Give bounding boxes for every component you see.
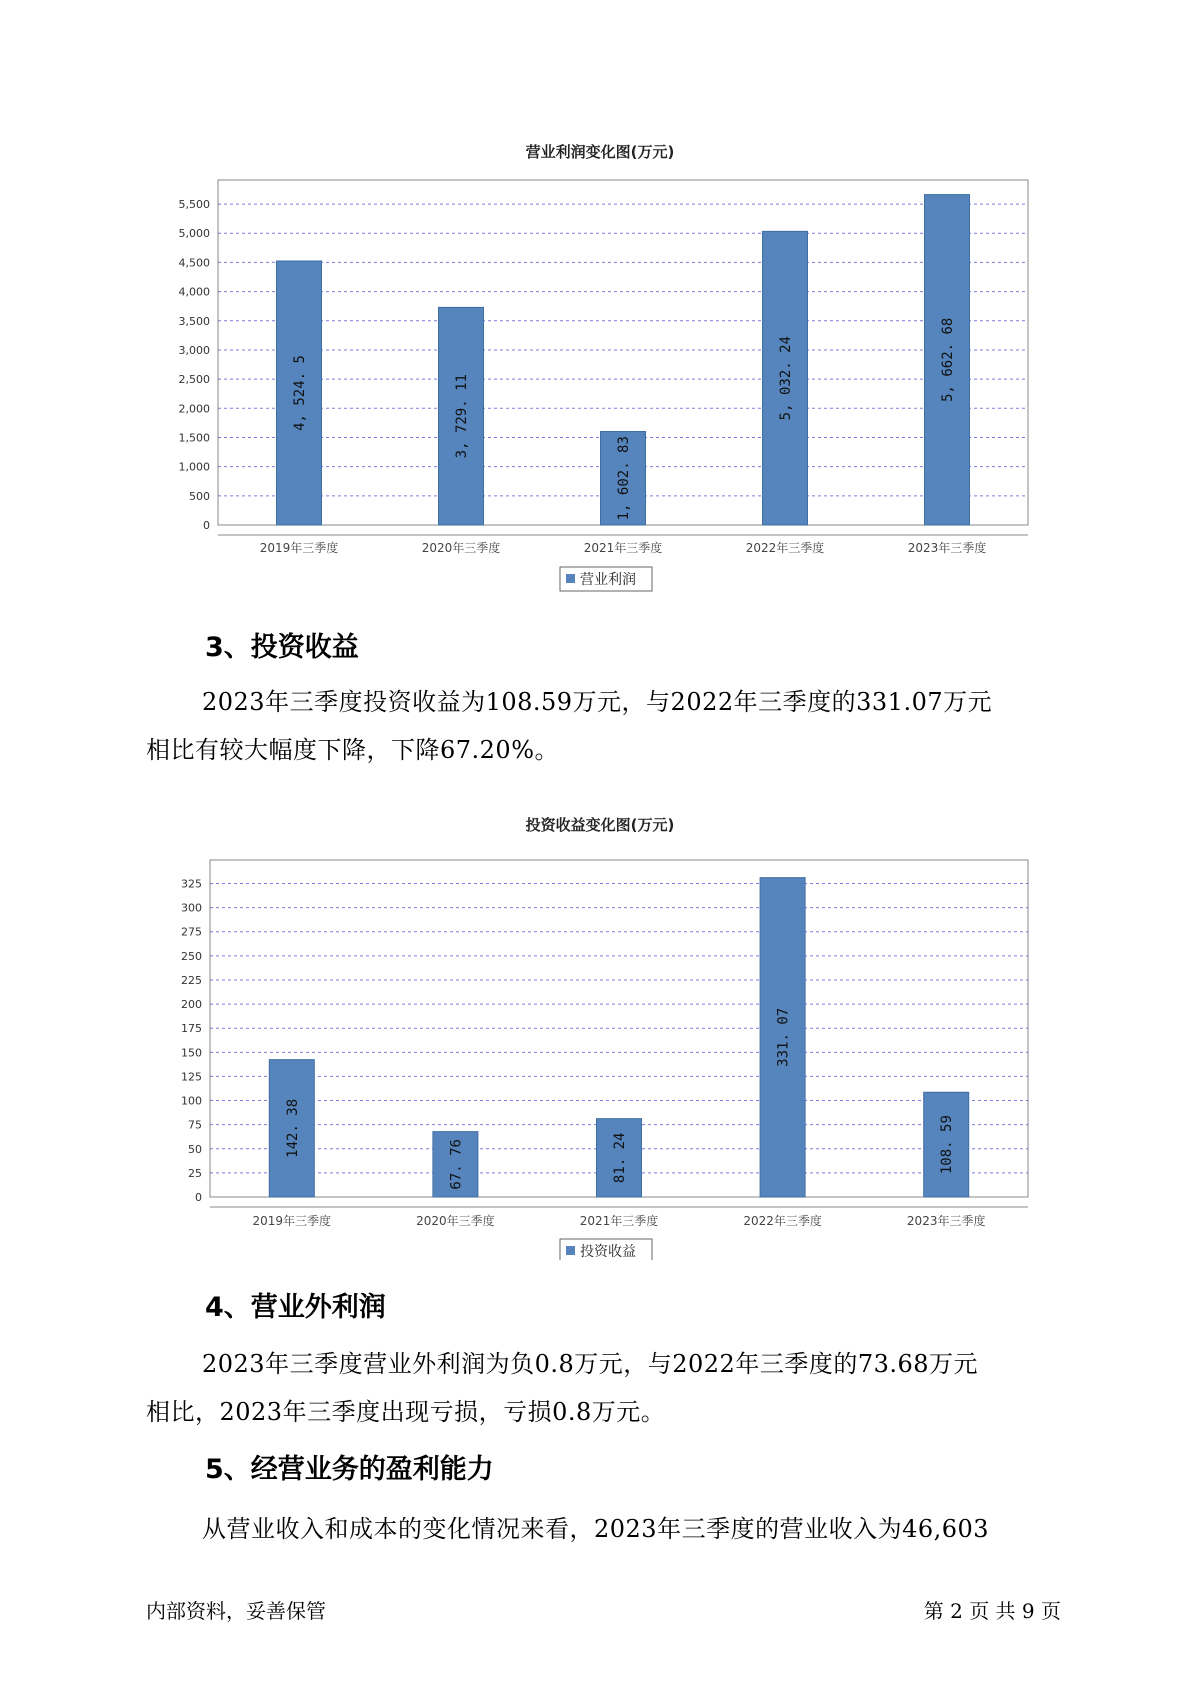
x-category-label: 2023年三季度 (907, 541, 987, 555)
chart-title: 营业利润变化图(万元) (525, 143, 675, 161)
bar-value-label: 331. 07 (775, 1007, 792, 1067)
operating-profit-chart (0, 0, 1191, 600)
bar-value-label: 67. 76 (448, 1139, 465, 1190)
y-tick-label: 325 (181, 877, 202, 891)
y-tick-label: 0 (203, 519, 210, 532)
chart-legend (560, 1239, 652, 1260)
y-tick-label: 25 (188, 1166, 202, 1180)
bar-value-label: 4, 524. 5 (292, 355, 308, 431)
y-tick-label: 4,000 (178, 285, 210, 299)
section-5-line-1: 从营业收入和成本的变化情况来看，2023年三季度的营业收入为46,603 (202, 1515, 990, 1543)
y-tick-label: 200 (181, 998, 202, 1012)
y-tick-label: 100 (181, 1094, 202, 1108)
x-category-label: 2022年三季度 (745, 541, 825, 555)
section-4-line-1: 2023年三季度营业外利润为负0.8万元，与2022年三季度的73.68万元 (202, 1350, 979, 1378)
section-3-line-1: 2023年三季度投资收益为108.59万元，与2022年三季度的331.07万元 (202, 688, 993, 716)
y-tick-label: 175 (181, 1022, 202, 1036)
section-4-line-2: 相比，2023年三季度出现亏损，亏损0.8万元。 (146, 1398, 666, 1426)
y-tick-label: 250 (181, 949, 202, 963)
x-category-label: 2019年三季度 (259, 541, 339, 555)
bar-value-label: 81. 24 (612, 1132, 628, 1184)
section-4-heading: 4、营业外利润 (205, 1292, 386, 1323)
y-tick-label: 50 (188, 1142, 202, 1156)
legend-swatch (566, 574, 575, 583)
x-category-label: 2022年三季度 (743, 1214, 822, 1228)
legend-swatch (566, 1246, 575, 1255)
x-category-label: 2021年三季度 (579, 1214, 659, 1228)
footer-confidential-note: 内部资料，妥善保管 (146, 1599, 326, 1623)
y-tick-label: 275 (181, 925, 202, 939)
y-tick-label: 2,000 (178, 402, 210, 416)
y-tick-label: 150 (181, 1046, 202, 1060)
chart-title: 投资收益变化图(万元) (525, 816, 675, 834)
chart-legend (560, 567, 652, 591)
operating-profit-chart-svg (0, 0, 1191, 600)
section-5-heading: 5、经营业务的盈利能力 (205, 1454, 494, 1485)
y-tick-label: 75 (188, 1118, 202, 1132)
y-tick-label: 125 (181, 1070, 202, 1084)
footer-page-number: 第 2 页 共 9 页 (923, 1599, 1061, 1623)
y-tick-label: 5,000 (178, 227, 210, 241)
bar-value-label: 1, 602. 83 (616, 436, 632, 521)
x-category-label: 2023年三季度 (906, 1214, 986, 1228)
y-tick-label: 500 (189, 489, 210, 503)
y-tick-label: 1,000 (178, 460, 210, 474)
bar-value-label: 3, 729. 11 (454, 374, 470, 459)
investment-income-chart (0, 800, 1191, 1260)
y-tick-label: 300 (181, 901, 202, 915)
section-5-paragraph (146, 1505, 1086, 1553)
bar-value-label: 142. 38 (284, 1098, 301, 1158)
y-tick-label: 1,500 (178, 431, 210, 445)
legend-label: 投资收益 (580, 1244, 636, 1260)
legend-label: 营业利润 (580, 572, 636, 588)
bar-value-label: 5, 032. 24 (778, 336, 794, 421)
y-tick-label: 3,500 (178, 314, 210, 328)
y-tick-label: 3,000 (178, 343, 210, 357)
section-3-paragraph (146, 678, 1086, 774)
bar-value-label: 108. 59 (939, 1115, 956, 1175)
section-3-heading: 3、投资收益 (205, 632, 359, 663)
investment-income-chart-svg (0, 800, 1191, 1260)
x-category-label: 2019年三季度 (252, 1214, 332, 1228)
bar-value-label: 5, 662. 68 (940, 317, 956, 402)
section-3-line-2: 相比有较大幅度下降，下降67.20%。 (146, 736, 560, 764)
y-tick-label: 225 (181, 973, 202, 987)
y-tick-label: 2,500 (178, 373, 210, 387)
x-category-label: 2021年三季度 (583, 541, 663, 555)
x-category-label: 2020年三季度 (416, 1214, 495, 1228)
section-4-paragraph (146, 1340, 1086, 1436)
y-tick-label: 4,500 (178, 256, 210, 270)
y-tick-label: 5,500 (178, 198, 210, 212)
y-tick-label: 0 (195, 1191, 202, 1204)
x-category-label: 2020年三季度 (421, 541, 501, 555)
